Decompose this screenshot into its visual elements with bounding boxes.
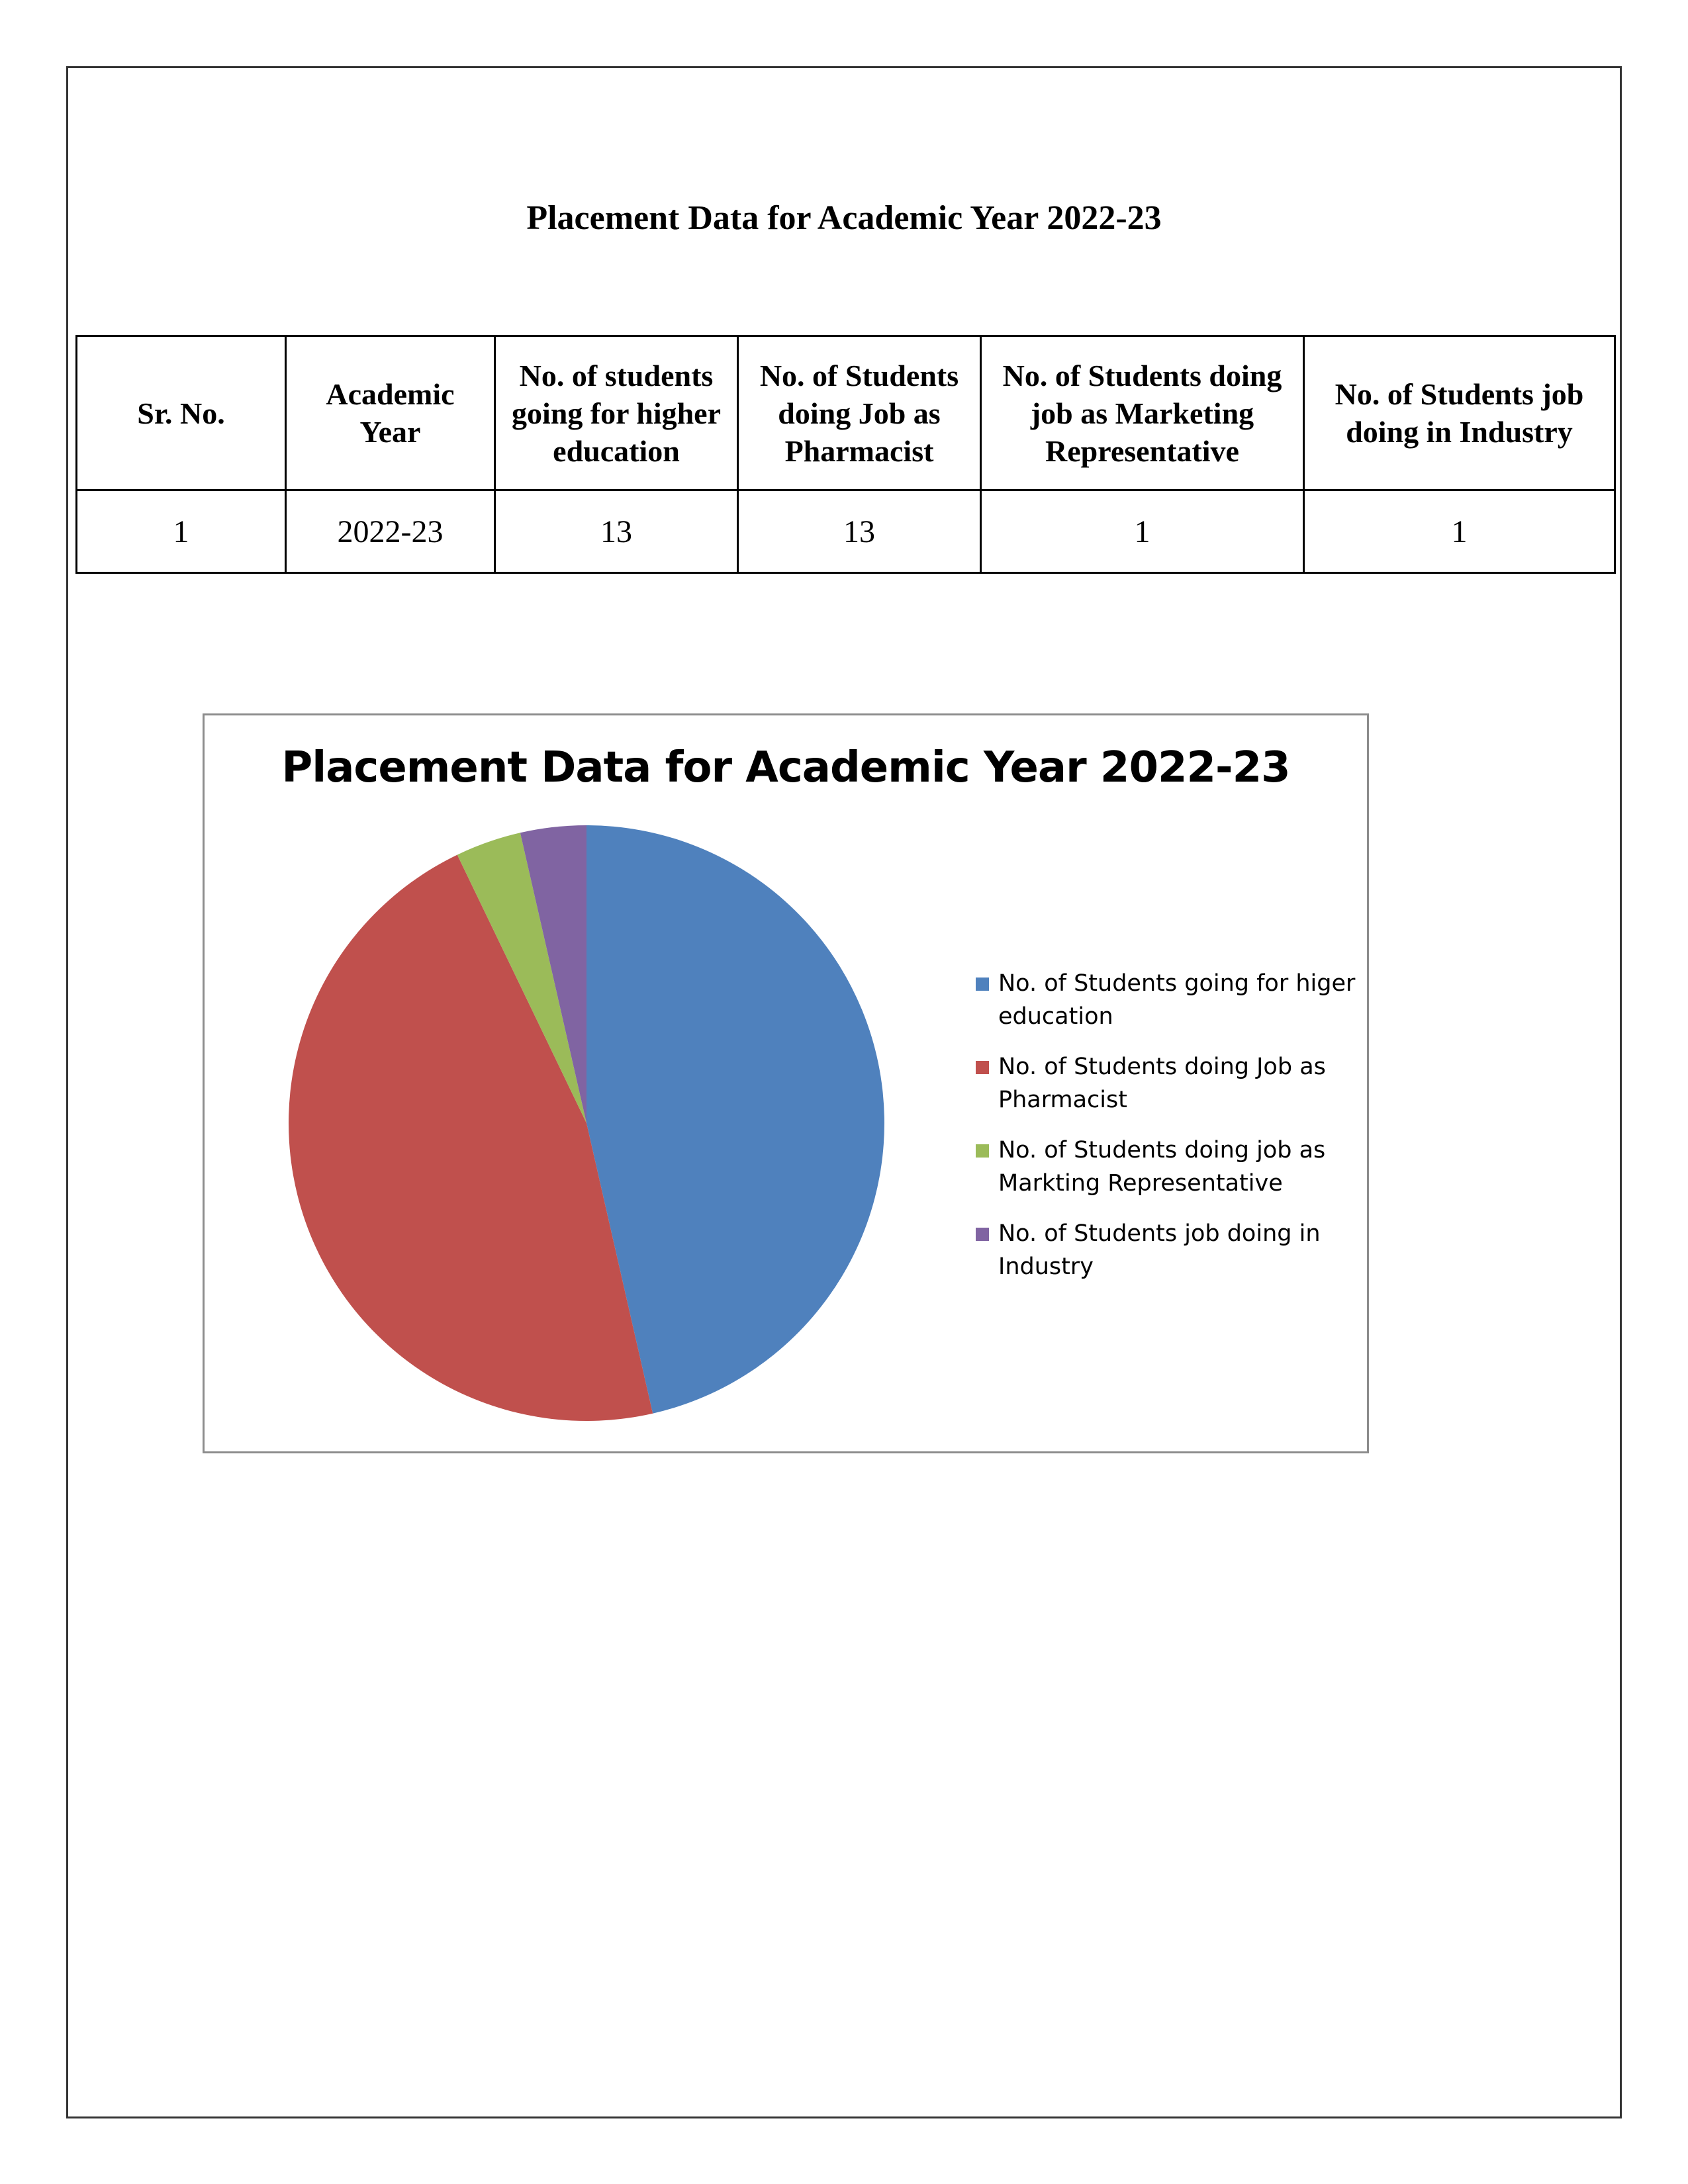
legend-label: No. of Students going for higer education xyxy=(998,970,1356,1030)
cell-pharmacist: 13 xyxy=(738,490,981,573)
legend-item xyxy=(976,1050,1360,1116)
chart-title: Placement Data for Academic Year 2022-23 xyxy=(281,743,1290,792)
legend-swatch xyxy=(976,1144,989,1158)
legend-item xyxy=(976,1134,1360,1200)
header-industry: No. of Students job doing in Industry xyxy=(1304,336,1615,490)
cell-marketing-representative: 1 xyxy=(981,490,1304,573)
document-title: Placement Data for Academic Year 2022-23 xyxy=(526,199,1162,237)
pie-chart xyxy=(203,713,1369,1453)
cell-academic-year: 2022-23 xyxy=(286,490,495,573)
legend-item xyxy=(976,1217,1360,1283)
header-pharmacist: No. of Students doing Job as Pharmacist xyxy=(738,336,981,490)
legend-label: No. of Students job doing in Industry xyxy=(998,1220,1321,1280)
cell-sr-no: 1 xyxy=(77,490,286,573)
legend-swatch xyxy=(976,978,989,991)
table-header-row xyxy=(77,336,1615,490)
header-sr-no: Sr. No. xyxy=(77,336,286,490)
header-academic-year: Academic Year xyxy=(286,336,495,490)
header-marketing-representative: No. of Students doing job as Marketing Representative xyxy=(981,336,1304,490)
header-higher-education: No. of students going for higher education xyxy=(495,336,738,490)
legend-label: No. of Students doing Job as Pharmacist xyxy=(998,1054,1326,1113)
chart-legend xyxy=(976,967,1360,1300)
legend-item xyxy=(976,967,1360,1033)
legend-swatch xyxy=(976,1061,989,1074)
placement-table xyxy=(75,335,1616,574)
cell-higher-education: 13 xyxy=(495,490,738,573)
legend-swatch xyxy=(976,1228,989,1241)
legend-label: No. of Students doing job as Markting Representative xyxy=(998,1137,1326,1197)
cell-industry: 1 xyxy=(1304,490,1615,573)
table-row xyxy=(77,490,1615,573)
